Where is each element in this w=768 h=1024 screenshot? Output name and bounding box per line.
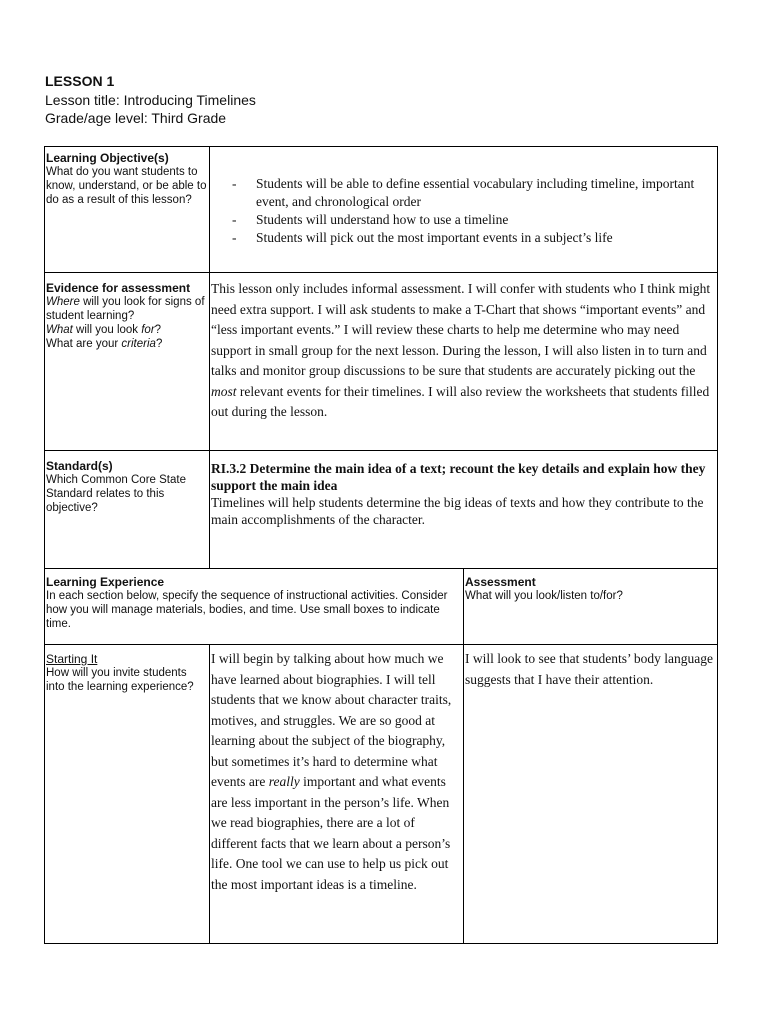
evidence-prompt-what: What will you look for? (46, 324, 162, 336)
objectives-prompt: What do you want students to know, understand, or be able to do as a result of this lesson? (46, 166, 207, 206)
assessment-heading: Assessment (465, 575, 536, 589)
lesson-title: Lesson title: Introducing Timelines (45, 91, 256, 108)
evidence-content-cell (210, 273, 717, 450)
objectives-content-cell (210, 147, 717, 272)
evidence-prompt-criteria: What are your criteria? (46, 338, 163, 350)
standard-code: RI.3.2 Determine the main idea of a text; recount the key details and explain how they support the main idea (211, 461, 706, 493)
experience-label-cell (45, 569, 463, 644)
grade-level: Grade/age level: Third Grade (45, 110, 227, 126)
standard-row (45, 450, 717, 568)
standard-heading: Standard(s) (46, 459, 113, 473)
starting-label-cell (45, 645, 209, 944)
list-item: - Students will pick out the most important events in a subject’s life (232, 230, 613, 245)
starting-assessment-cell (464, 645, 717, 944)
lesson-plan-table (44, 146, 718, 944)
evidence-label-cell (45, 273, 209, 450)
starting-heading: Starting It (46, 652, 98, 666)
starting-text: I will begin by talking about how much we have learned about biographies. I will tell students that we know about character traits, motives, and struggles. We are so good at learning about the subject of the biography, but sometimes it’s hard to determine what events are really important and what events are less important in the person’s life. When we read biographies, there are a lot of different facts that we learn about a person’s life. One tool we can use to help us pick out the most important ideas is a timeline. (211, 651, 452, 892)
objectives-list (210, 175, 717, 247)
starting-row (45, 644, 717, 944)
list-item: - Students will understand how to use a timeline (232, 212, 509, 227)
experience-header-row (45, 568, 717, 644)
standard-content-cell (210, 451, 717, 568)
objectives-label-cell (45, 147, 209, 272)
list-item: - Students will be able to define essential vocabulary including timeline, important event, and chronological order (232, 176, 695, 209)
assessment-prompt: What will you look/listen to/for? (465, 590, 623, 602)
objectives-row (45, 147, 717, 272)
experience-heading: Learning Experience (46, 575, 165, 589)
starting-prompt: How will you invite students into the learning experience? (46, 667, 194, 693)
evidence-text: This lesson only includes informal assessment. I will confer with students who I think might need extra support. I will ask students to make a T-Chart that shows “important events” and “less important events.” I will review these charts to help me determine who may need support in small group for the next lesson. During the lesson, I will also listen in to turn and talks and monitor group discussions to be sure that students are accurately picking out the most relevant events for their timelines. I will also review the worksheets that students filled out during the lesson. (211, 281, 711, 419)
standard-prompt: Which Common Core State Standard relates to this objective? (46, 474, 186, 514)
evidence-prompt-where: Where will you look for signs of student learning? (46, 296, 205, 322)
starting-content-cell (210, 645, 463, 944)
standard-label-cell (45, 451, 209, 568)
objectives-heading: Learning Objective(s) (46, 151, 169, 165)
evidence-heading: Evidence for assessment (46, 281, 191, 295)
evidence-row (45, 272, 717, 450)
standard-explanation: Timelines will help students determine the big ideas of texts and how they contribute to the main accomplishments of the character. (211, 495, 704, 527)
lesson-number: LESSON 1 (45, 73, 115, 89)
assessment-label-cell (464, 569, 717, 644)
lesson-header (45, 72, 256, 128)
experience-prompt: In each section below, specify the sequence of instructional activities. Consider how you will manage materials, bodies, and time. Use small boxes to indicate time. (46, 590, 448, 630)
starting-assessment-text: I will look to see that students’ body language suggests that I have their attention. (465, 651, 713, 687)
